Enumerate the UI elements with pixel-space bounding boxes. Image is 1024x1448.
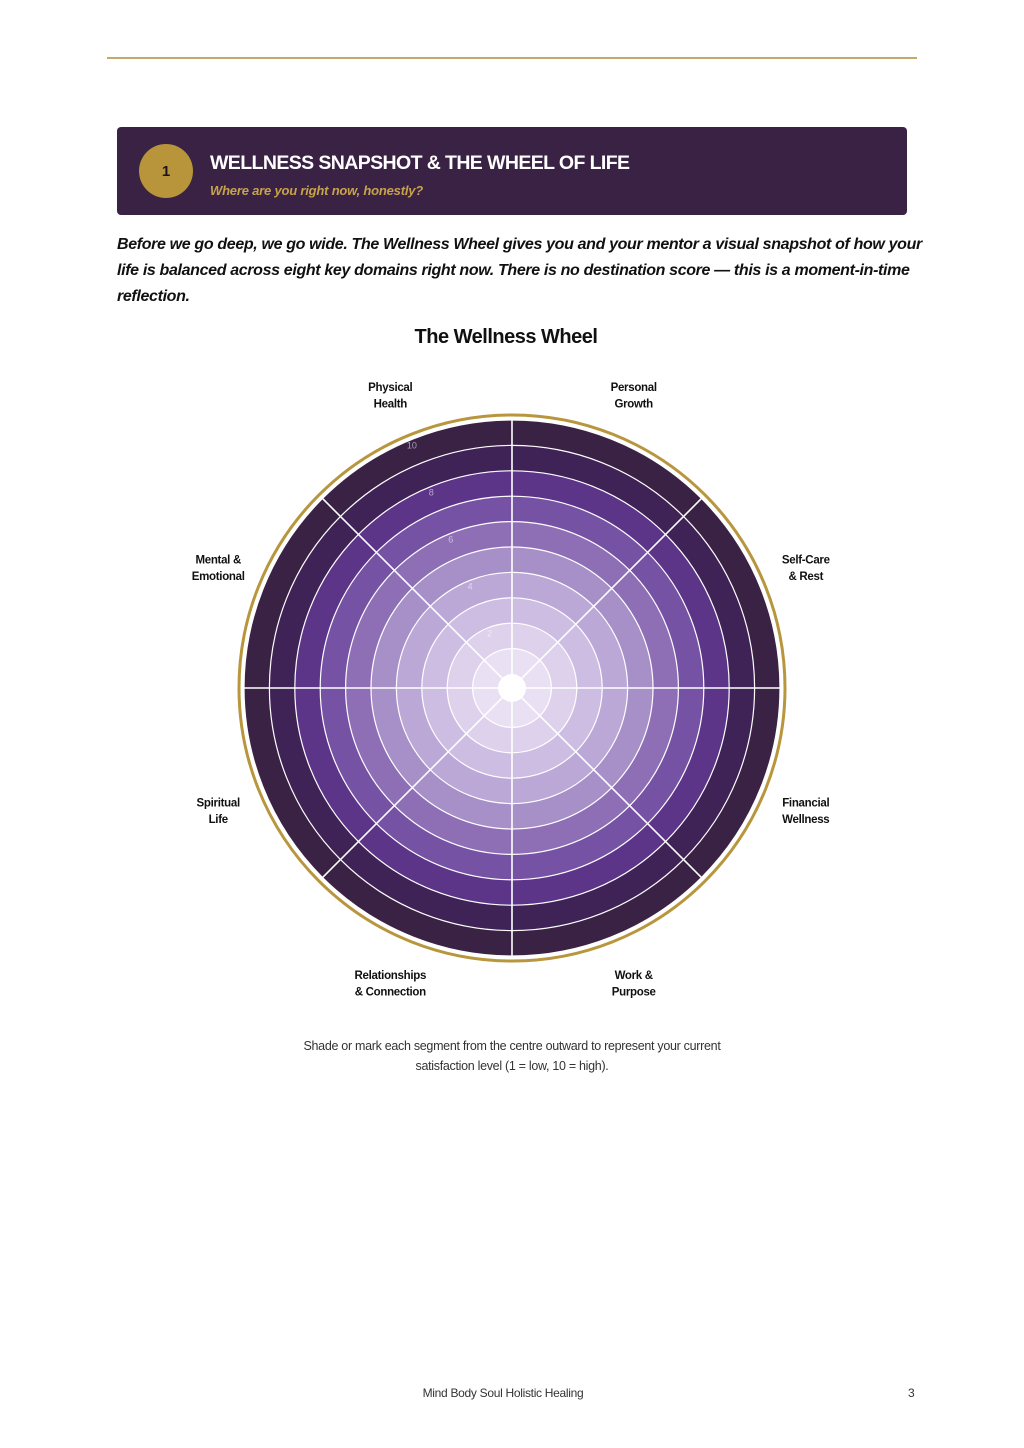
segment-label-mental-emotional: Mental & Emotional (191, 554, 245, 583)
section-number-badge: 1 (139, 144, 193, 198)
wheel-scale-label: 8 (428, 487, 434, 498)
segment-label-financial-wellness: Financial Wellness (782, 797, 830, 827)
segment-label-personal-growth: Personal Growth (610, 382, 657, 411)
footer-brand: Mind Body Soul Holistic Healing (422, 1386, 584, 1400)
section-title: WELLNESS SNAPSHOT & THE WHEEL OF LIFE (210, 152, 630, 174)
segment-label-spiritual-life: Spiritual Life (196, 797, 240, 827)
page-number: 3 (908, 1386, 915, 1400)
wheel-center (498, 674, 526, 702)
wheel-title: The Wellness Wheel (414, 326, 598, 348)
wheel-instructions-line-1: Shade or mark each segment from the centre outward to represent your current (303, 1039, 721, 1053)
segment-label-relationships-connection: Relationships & Connection (354, 969, 427, 999)
section-subtitle: Where are you right now, honestly? (210, 183, 424, 198)
segment-label-physical-health: Physical Health (368, 382, 413, 411)
wheel-instructions (262, 1036, 762, 1076)
segment-label-work-purpose: Work & Purpose (611, 969, 656, 999)
wheel-scale-label: 10 (406, 440, 417, 451)
segment-label-self-care-rest: Self-Care & Rest (781, 554, 830, 583)
wheel-scale-label: 2 (487, 628, 493, 639)
wheel-instructions-line-2: satisfaction level (1 = low, 10 = high). (415, 1059, 609, 1073)
wheel-scale-label: 6 (448, 534, 454, 545)
wheel-scale-label: 4 (467, 581, 473, 592)
intro-paragraph: Before we go deep, we go wide. The Wellness Wheel gives you and your mentor a visual snapshot of how your life is balanced across eight key domains right now. There is no destination score — this is a moment-in-time reflection. (117, 236, 922, 305)
